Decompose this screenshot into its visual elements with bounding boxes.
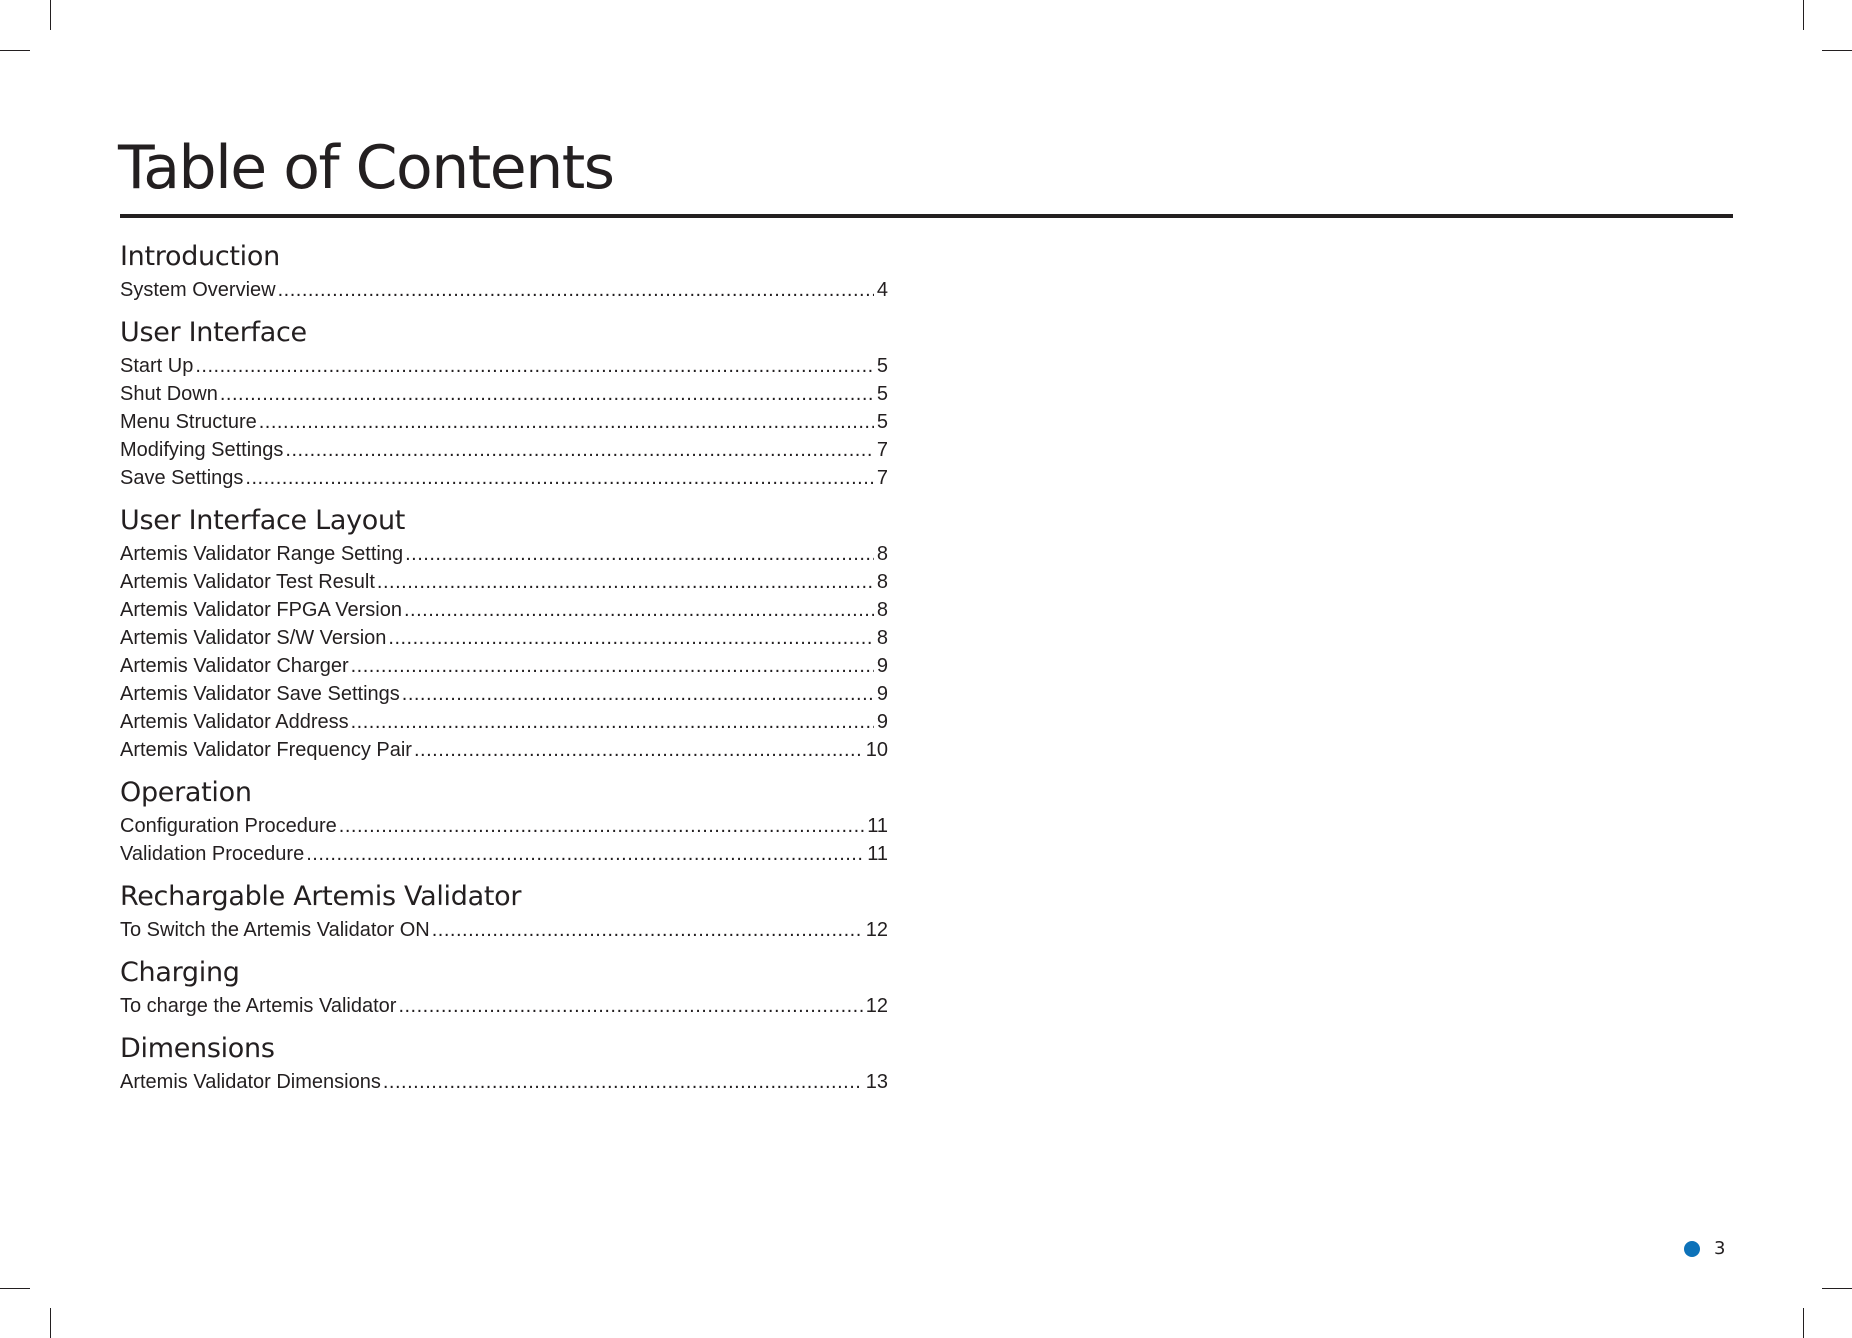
toc-entry-label: Artemis Validator Address — [120, 711, 349, 733]
toc-section-heading: Charging — [120, 957, 240, 988]
toc-entry[interactable] — [120, 352, 888, 380]
toc-entry-page-number: 10 — [865, 739, 888, 761]
toc-section — [120, 238, 888, 304]
toc-section — [120, 878, 888, 944]
toc-entry-page-number: 11 — [867, 843, 888, 865]
toc-entry[interactable] — [120, 736, 888, 764]
toc-entry-label: Shut Down — [120, 383, 218, 405]
crop-mark-top-left-vertical — [50, 0, 51, 30]
toc-section-heading: Dimensions — [120, 1033, 275, 1064]
toc-entry[interactable] — [120, 652, 888, 680]
page-footer — [1684, 1238, 1725, 1259]
toc-entry-page-number: 8 — [876, 627, 888, 649]
toc-entry-label: System Overview — [120, 279, 276, 301]
page-marker-dot-icon — [1684, 1241, 1700, 1257]
toc-entry-label: Artemis Validator S/W Version — [120, 627, 387, 649]
title-divider — [120, 214, 1733, 218]
toc-dot-leader — [195, 352, 874, 380]
toc-entry-page-number: 8 — [876, 543, 888, 565]
table-of-contents — [120, 238, 888, 1106]
toc-section — [120, 954, 888, 1020]
toc-entry[interactable] — [120, 708, 888, 736]
toc-entry[interactable] — [120, 1068, 888, 1096]
toc-section-heading: Rechargable Artemis Validator — [120, 881, 522, 912]
crop-mark-bottom-right-vertical — [1803, 1308, 1804, 1338]
crop-mark-bottom-left-horizontal — [0, 1288, 30, 1289]
crop-mark-top-right-horizontal — [1822, 50, 1852, 51]
toc-entry-page-number: 5 — [876, 411, 888, 433]
toc-section-heading: Operation — [120, 777, 252, 808]
toc-section — [120, 1030, 888, 1096]
toc-dot-leader — [285, 436, 873, 464]
toc-entry-page-number: 8 — [876, 599, 888, 621]
toc-entry[interactable] — [120, 596, 888, 624]
toc-section — [120, 774, 888, 868]
toc-entry[interactable] — [120, 276, 888, 304]
crop-mark-bottom-left-vertical — [50, 1308, 51, 1338]
toc-entry-page-number: 13 — [865, 1071, 888, 1093]
toc-entry-label: Artemis Validator FPGA Version — [120, 599, 402, 621]
toc-dot-leader — [398, 992, 862, 1020]
toc-dot-leader — [405, 540, 874, 568]
toc-dot-leader — [402, 680, 874, 708]
toc-dot-leader — [404, 596, 874, 624]
toc-entry[interactable] — [120, 916, 888, 944]
toc-section — [120, 314, 888, 492]
toc-dot-leader — [245, 464, 873, 492]
toc-entry-label: Artemis Validator Range Setting — [120, 543, 404, 565]
toc-entry-page-number: 5 — [876, 383, 888, 405]
toc-entry-label: Menu Structure — [120, 411, 257, 433]
toc-entry[interactable] — [120, 624, 888, 652]
toc-entry-page-number: 8 — [876, 571, 888, 593]
toc-entry-label: Validation Procedure — [120, 843, 305, 865]
toc-entry-page-number: 9 — [876, 655, 888, 677]
toc-dot-leader — [306, 840, 864, 868]
toc-entry[interactable] — [120, 840, 888, 868]
toc-entry-label: Save Settings — [120, 467, 244, 489]
toc-section-heading: Introduction — [120, 241, 280, 272]
page-title: Table of Contents — [118, 133, 614, 203]
crop-mark-top-left-horizontal — [0, 50, 30, 51]
toc-entry[interactable] — [120, 992, 888, 1020]
toc-entry[interactable] — [120, 540, 888, 568]
toc-dot-leader — [339, 812, 864, 840]
toc-entry-label: Start Up — [120, 355, 194, 377]
toc-entry[interactable] — [120, 812, 888, 840]
crop-mark-top-right-vertical — [1803, 0, 1804, 30]
toc-entry-label: Modifying Settings — [120, 439, 284, 461]
toc-entry[interactable] — [120, 380, 888, 408]
toc-entry[interactable] — [120, 408, 888, 436]
toc-dot-leader — [432, 916, 863, 944]
toc-entry-label: Artemis Validator Charger — [120, 655, 349, 677]
toc-dot-leader — [220, 380, 874, 408]
toc-dot-leader — [383, 1068, 863, 1096]
toc-entry[interactable] — [120, 464, 888, 492]
toc-entry-page-number: 11 — [867, 815, 888, 837]
toc-entry-label: Artemis Validator Test Result — [120, 571, 375, 593]
toc-entry[interactable] — [120, 436, 888, 464]
toc-section-heading: User Interface Layout — [120, 505, 406, 536]
toc-entry-page-number: 12 — [865, 995, 888, 1017]
toc-entry-label: To Switch the Artemis Validator ON — [120, 919, 430, 941]
toc-entry[interactable] — [120, 680, 888, 708]
toc-entry-page-number: 7 — [876, 439, 888, 461]
toc-entry-page-number: 5 — [876, 355, 888, 377]
toc-dot-leader — [351, 708, 874, 736]
toc-entry-page-number: 7 — [876, 467, 888, 489]
toc-entry-page-number: 4 — [876, 279, 888, 301]
toc-section-heading: User Interface — [120, 317, 307, 348]
toc-entry-label: Artemis Validator Frequency Pair — [120, 739, 412, 761]
toc-dot-leader — [278, 276, 874, 304]
toc-entry-page-number: 9 — [876, 683, 888, 705]
toc-entry[interactable] — [120, 568, 888, 596]
crop-mark-bottom-right-horizontal — [1822, 1288, 1852, 1289]
page-number: 3 — [1714, 1238, 1726, 1259]
toc-entry-label: Artemis Validator Save Settings — [120, 683, 400, 705]
toc-dot-leader — [414, 736, 863, 764]
toc-dot-leader — [351, 652, 874, 680]
toc-section — [120, 502, 888, 764]
toc-entry-page-number: 12 — [865, 919, 888, 941]
toc-dot-leader — [259, 408, 874, 436]
toc-entry-page-number: 9 — [876, 711, 888, 733]
toc-entry-label: Configuration Procedure — [120, 815, 337, 837]
toc-entry-label: To charge the Artemis Validator — [120, 995, 397, 1017]
toc-dot-leader — [377, 568, 874, 596]
toc-dot-leader — [388, 624, 873, 652]
toc-entry-label: Artemis Validator Dimensions — [120, 1071, 381, 1093]
